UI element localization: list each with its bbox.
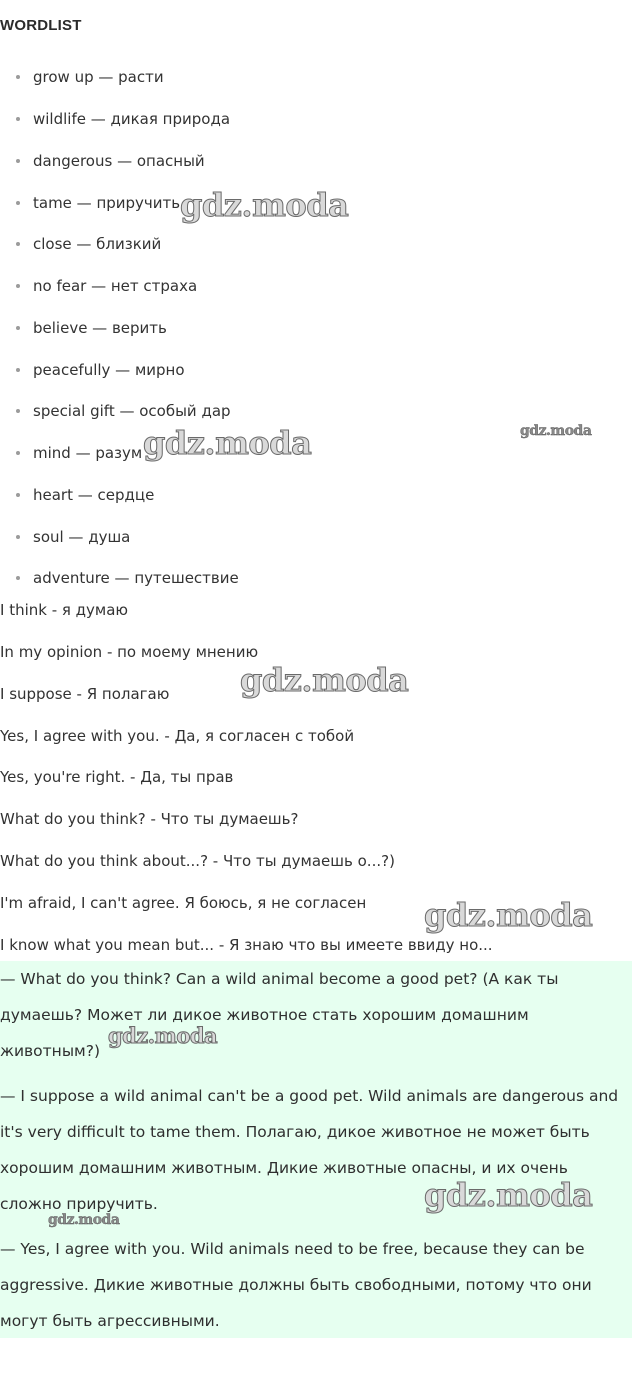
phrase-line: What do you think? - Что ты думаешь? (0, 810, 299, 828)
dialog-line: — Yes, I agree with you. Wild animals need to be free, because they can be aggressive. Дикие животные должны быть свободными, потому что они могут быть агрессивными. (0, 1240, 592, 1330)
dialog-line: — I suppose a wild animal can't be a good pet. Wild animals are dangerous and it's very difficult to tame them. Полагаю, дикое животное не может быть хорошим домашним животным. Дикие животные опасны, и их очень сложно приручить. (0, 1087, 619, 1213)
wordlist-title: WORDLIST (0, 17, 82, 34)
phrase-line: I know what you mean but... - Я знаю что вы имеете ввиду но... (0, 936, 493, 954)
list-item: heart — сердце (33, 486, 155, 504)
phrase-line: What do you think about...? - Что ты думаешь о...?) (0, 852, 395, 870)
watermark-logo: gdz.moda (180, 186, 349, 224)
phrase-line: I suppose - Я полагаю (0, 685, 170, 703)
phrase-line: I think - я думаю (0, 601, 129, 619)
list-item: soul — душа (33, 528, 131, 546)
list-item: peacefully — мирно (33, 361, 185, 379)
list-item: wildlife — дикая природа (33, 110, 231, 128)
list-item: no fear — нет страха (33, 277, 198, 295)
list-item: believe — верить (33, 319, 167, 337)
watermark-logo: gdz.moda (48, 1212, 120, 1228)
watermark-logo: gdz.moda (424, 896, 593, 934)
watermark-logo: gdz.moda (520, 423, 592, 439)
list-item: tame — приручить (33, 194, 181, 212)
list-item: grow up — расти (33, 68, 164, 86)
phrase-line: I'm afraid, I can't agree. Я боюсь, я не согласен (0, 894, 367, 912)
list-item: mind — разум (33, 444, 143, 462)
list-item: adventure — путешествие (33, 569, 239, 587)
list-item: close — близкий (33, 235, 162, 253)
dialog-block (0, 961, 632, 1338)
list-item: dangerous — опасный (33, 152, 205, 170)
watermark-logo: gdz.moda (108, 1023, 218, 1048)
phrase-line: Yes, you're right. - Да, ты прав (0, 768, 234, 786)
dialog-line: — What do you think? Can a wild animal become a good pet? (А как ты думаешь? Может ли дикое животное стать хорошим домашним животным?) (0, 970, 559, 1060)
watermark-logo: gdz.moda (143, 424, 312, 462)
phrase-line: In my opinion - по моему мнению (0, 643, 259, 661)
list-item: special gift — особый дар (33, 402, 231, 420)
watermark-logo: gdz.moda (424, 1176, 593, 1214)
phrase-line: Yes, I agree with you. - Да, я согласен с тобой (0, 727, 355, 745)
watermark-logo: gdz.moda (240, 661, 409, 699)
